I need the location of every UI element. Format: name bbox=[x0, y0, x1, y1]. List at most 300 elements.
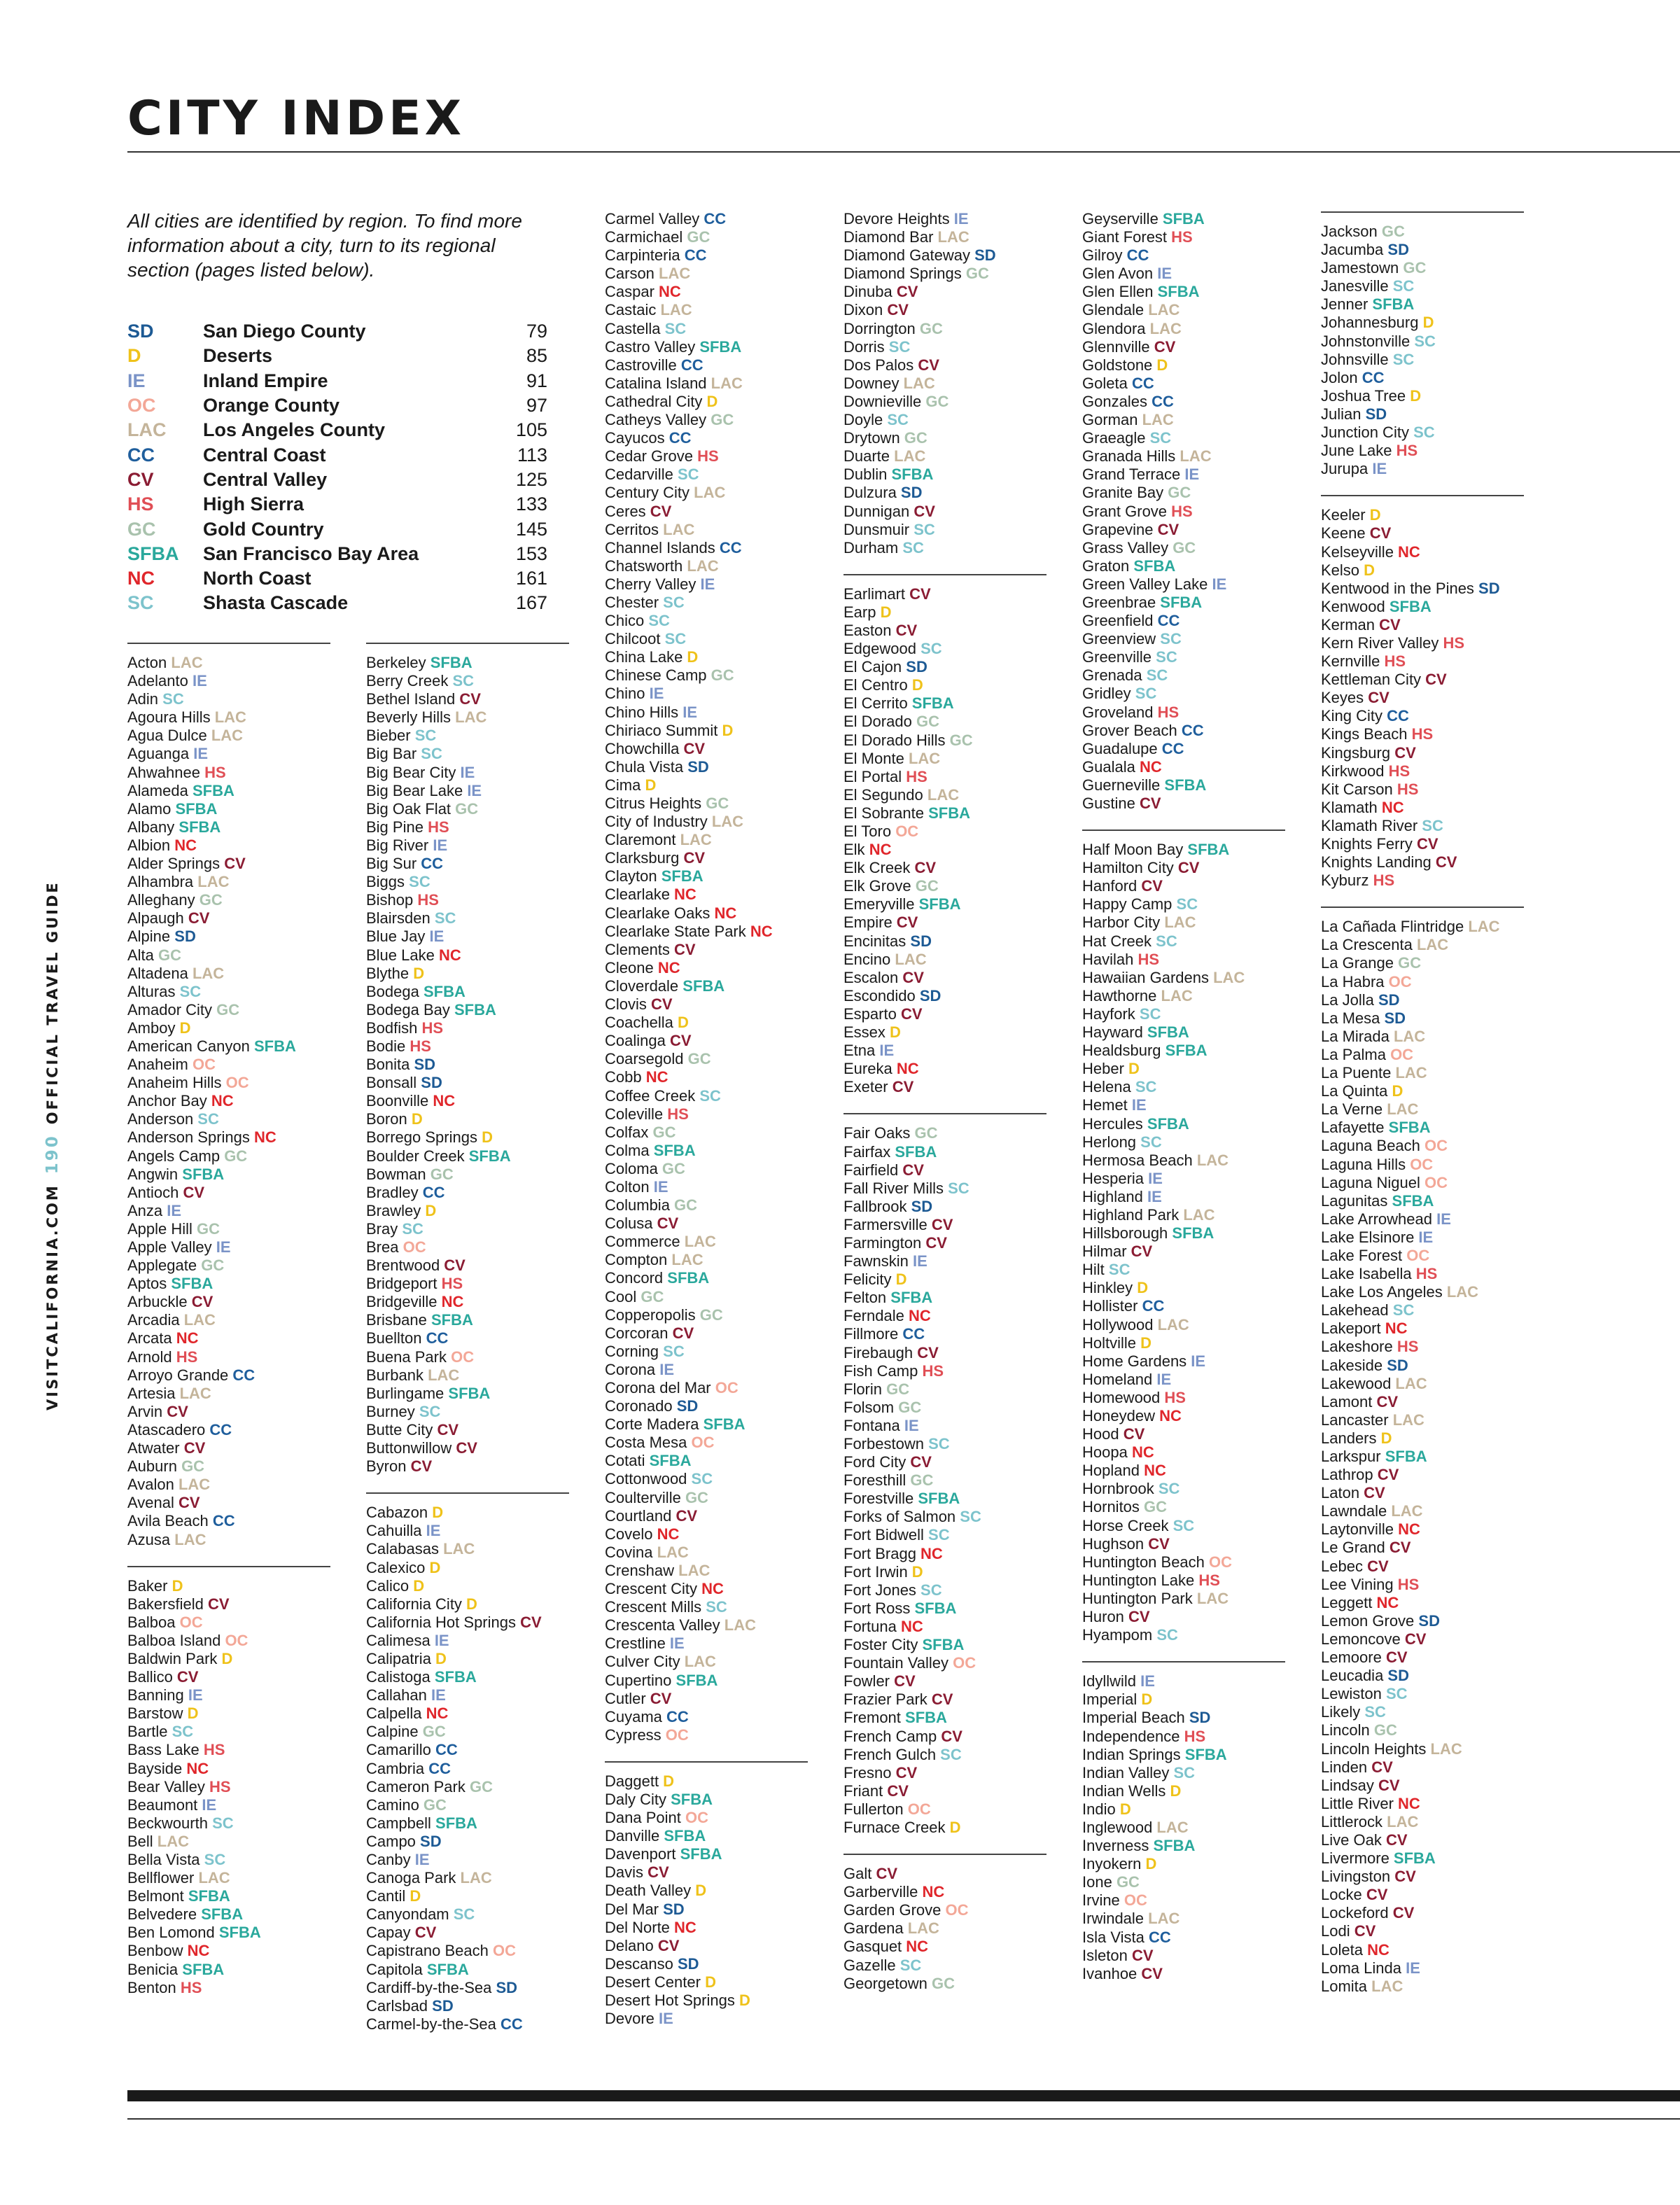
city-entry bbox=[127, 800, 337, 818]
region-code: SD bbox=[919, 986, 941, 1004]
city-name: Anaheim Hills bbox=[127, 1074, 226, 1092]
city-name: Diamond Bar bbox=[844, 228, 938, 246]
region-code: GC bbox=[1168, 484, 1191, 502]
region-code: NC bbox=[906, 1938, 929, 1956]
city-entry bbox=[844, 1161, 1054, 1180]
region-code: NC bbox=[657, 958, 680, 976]
city-name: Clovis bbox=[605, 995, 652, 1014]
city-entry bbox=[1321, 598, 1531, 616]
city-name: Amador City bbox=[127, 1000, 217, 1018]
city-name: Hemet bbox=[1082, 1096, 1132, 1114]
city-name: Bethel Island bbox=[366, 690, 460, 708]
city-entry bbox=[605, 1050, 815, 1068]
city-entry bbox=[1082, 1764, 1292, 1782]
region-code: GC bbox=[710, 666, 734, 685]
city-entry bbox=[605, 1470, 815, 1488]
city-name: Escondido bbox=[844, 986, 920, 1004]
city-name: Highland bbox=[1082, 1187, 1147, 1205]
city-name: Elk Creek bbox=[844, 859, 915, 877]
region-code: CC bbox=[422, 1183, 445, 1201]
city-name: Chilcoot bbox=[605, 630, 665, 648]
city-entry bbox=[844, 374, 1054, 393]
city-entry bbox=[1082, 374, 1292, 393]
city-name: Colma bbox=[605, 1141, 654, 1159]
city-entry bbox=[1082, 265, 1292, 283]
city-name: La Jolla bbox=[1321, 990, 1378, 1009]
region-code: CC bbox=[1126, 246, 1149, 265]
city-entry bbox=[127, 1796, 337, 1814]
region-code: GC bbox=[1172, 538, 1196, 556]
city-name: Kernville bbox=[1321, 652, 1385, 671]
city-entry bbox=[1321, 1210, 1531, 1228]
city-entry bbox=[1321, 223, 1531, 241]
city-entry bbox=[127, 1019, 337, 1037]
region-code: SFBA bbox=[664, 1827, 706, 1845]
city-entry bbox=[844, 228, 1054, 246]
section-divider bbox=[366, 1492, 569, 1494]
region-code: SD bbox=[174, 927, 196, 946]
city-name: Avenal bbox=[127, 1494, 178, 1512]
city-entry bbox=[1082, 1672, 1292, 1690]
city-name: Blue Lake bbox=[366, 946, 439, 964]
city-name: Cobb bbox=[605, 1068, 646, 1086]
city-entry bbox=[605, 429, 815, 447]
region-code: SC bbox=[434, 909, 456, 927]
region-code: SFBA bbox=[699, 337, 742, 356]
city-entry bbox=[127, 1128, 337, 1147]
city-entry bbox=[127, 909, 337, 927]
region-code: HS bbox=[1411, 725, 1434, 743]
city-entry bbox=[1082, 776, 1292, 794]
city-name: La Verne bbox=[1321, 1100, 1387, 1119]
region-code: SD bbox=[420, 1832, 442, 1850]
city-entry bbox=[366, 1166, 576, 1184]
region-code: SFBA bbox=[1388, 1119, 1431, 1137]
city-entry bbox=[844, 1690, 1054, 1709]
city-entry bbox=[366, 1056, 576, 1074]
legend-row-d bbox=[127, 344, 547, 368]
city-entry bbox=[127, 946, 337, 965]
city-entry bbox=[605, 904, 815, 923]
city-entry bbox=[127, 727, 337, 745]
region-code: SFBA bbox=[914, 1599, 957, 1617]
city-name: Lathrop bbox=[1321, 1466, 1378, 1484]
city-entry bbox=[127, 1074, 337, 1092]
city-name: Johannesburg bbox=[1321, 314, 1423, 332]
region-code: HS bbox=[1415, 1265, 1438, 1283]
city-entry bbox=[1082, 1782, 1292, 1800]
city-entry bbox=[605, 630, 815, 648]
region-code: D bbox=[1422, 314, 1434, 332]
region-code: CV bbox=[176, 1668, 199, 1686]
city-entry bbox=[844, 1289, 1054, 1307]
city-entry bbox=[844, 1362, 1054, 1380]
city-name: Jurupa bbox=[1321, 460, 1373, 478]
city-name: Danville bbox=[605, 1827, 664, 1845]
city-name: Lee Vining bbox=[1321, 1575, 1398, 1593]
city-name: Big Oak Flat bbox=[366, 799, 456, 818]
city-entry bbox=[605, 612, 815, 630]
city-name: Fort Irwin bbox=[844, 1562, 912, 1581]
region-code: LAC bbox=[907, 1919, 939, 1938]
region-code: GC bbox=[422, 1723, 446, 1741]
legend-row-sd bbox=[127, 319, 547, 344]
region-code: D bbox=[1392, 1082, 1404, 1100]
city-entry bbox=[1321, 744, 1531, 762]
region-code: SD bbox=[677, 1954, 699, 1973]
city-name: Cuyama bbox=[605, 1707, 667, 1726]
region-code: SFBA bbox=[1385, 1448, 1427, 1465]
region-code: NC bbox=[1367, 1940, 1390, 1959]
city-name: Hillsborough bbox=[1082, 1224, 1172, 1242]
city-name: Lewiston bbox=[1321, 1685, 1386, 1703]
city-entry bbox=[127, 1256, 337, 1275]
city-entry bbox=[366, 965, 576, 983]
city-entry bbox=[1082, 338, 1292, 356]
region-code: D bbox=[1364, 561, 1376, 579]
city-name: Azusa bbox=[127, 1530, 175, 1548]
region-code: SC bbox=[1392, 1301, 1415, 1320]
region-code: LAC bbox=[214, 708, 246, 727]
city-entry bbox=[1321, 652, 1531, 671]
city-name: Citrus Heights bbox=[605, 794, 706, 812]
region-code: CV bbox=[1394, 1868, 1416, 1886]
city-name: Lincoln Heights bbox=[1321, 1740, 1431, 1758]
city-name: Kingsburg bbox=[1321, 743, 1395, 762]
city-entry bbox=[844, 1672, 1054, 1690]
city-entry bbox=[1321, 1320, 1531, 1338]
city-entry bbox=[127, 1494, 337, 1512]
section-divider bbox=[844, 1113, 1046, 1114]
region-code: SFBA bbox=[192, 781, 234, 799]
region-code: CV bbox=[648, 1863, 669, 1882]
city-name: Alpaugh bbox=[127, 909, 188, 927]
city-name: Jamestown bbox=[1321, 259, 1404, 277]
city-name: Culver City bbox=[605, 1653, 685, 1671]
city-name: Essex bbox=[844, 1023, 890, 1042]
city-name: Dorrington bbox=[844, 319, 920, 337]
city-entry bbox=[1082, 1572, 1292, 1590]
region-code: CV bbox=[910, 1453, 932, 1471]
city-entry bbox=[1082, 1855, 1292, 1873]
region-code: HS bbox=[421, 1018, 444, 1037]
city-entry bbox=[366, 1979, 576, 1997]
city-name: Clearlake State Park bbox=[605, 922, 750, 940]
city-entry bbox=[605, 283, 815, 301]
section-divider bbox=[844, 1854, 1046, 1855]
region-code: GC bbox=[158, 946, 182, 964]
legend-page-number: 153 bbox=[515, 542, 547, 564]
city-name: Groveland bbox=[1082, 703, 1158, 721]
section-divider bbox=[1321, 211, 1524, 213]
region-code: SFBA bbox=[1184, 1745, 1227, 1763]
city-entry bbox=[1082, 666, 1292, 685]
city-entry bbox=[605, 1726, 815, 1744]
city-entry bbox=[127, 965, 337, 983]
city-entry bbox=[1321, 762, 1531, 780]
city-entry bbox=[844, 913, 1054, 932]
city-entry bbox=[127, 1348, 337, 1366]
region-code: CC bbox=[1387, 707, 1409, 725]
city-entry bbox=[366, 1184, 576, 1202]
region-code: OC bbox=[691, 1434, 715, 1452]
region-code: HS bbox=[209, 1777, 231, 1795]
region-code: GC bbox=[919, 319, 943, 337]
city-name: Calpella bbox=[366, 1704, 426, 1723]
city-entry bbox=[605, 1306, 815, 1324]
region-code: LAC bbox=[157, 1832, 190, 1850]
city-entry bbox=[1082, 1115, 1292, 1133]
region-code: LAC bbox=[895, 950, 927, 968]
city-entry bbox=[366, 1614, 576, 1632]
region-code: LAC bbox=[724, 1616, 756, 1634]
city-name: Edgewood bbox=[844, 640, 921, 658]
city-name: Lakehead bbox=[1321, 1301, 1393, 1320]
region-code: NC bbox=[674, 886, 696, 904]
region-code: CV bbox=[1369, 524, 1392, 542]
city-name: Bray bbox=[366, 1219, 402, 1238]
city-name: Buttonwillow bbox=[366, 1439, 456, 1457]
city-entry bbox=[1082, 1553, 1292, 1572]
city-name: Chiriaco Summit bbox=[605, 721, 722, 739]
city-name: Del Mar bbox=[605, 1900, 664, 1918]
region-code: CV bbox=[931, 1690, 953, 1709]
city-entry bbox=[605, 1105, 815, 1124]
city-entry bbox=[366, 1348, 576, 1366]
city-name: Blue Jay bbox=[366, 927, 430, 946]
city-name: Coffee Creek bbox=[605, 1086, 700, 1105]
city-name: Cima bbox=[605, 776, 645, 794]
city-name: Lincoln bbox=[1321, 1721, 1374, 1740]
letter-section bbox=[1082, 841, 1292, 1644]
city-entry bbox=[1321, 1301, 1531, 1320]
city-name: Imperial bbox=[1082, 1690, 1142, 1709]
region-code: SFBA bbox=[171, 1275, 214, 1293]
city-name: Forks of Salmon bbox=[844, 1508, 960, 1526]
city-name: Auburn bbox=[127, 1457, 182, 1476]
city-entry bbox=[1082, 877, 1292, 895]
city-entry bbox=[1082, 1078, 1292, 1096]
city-name: Clearlake Oaks bbox=[605, 904, 715, 922]
region-code: SC bbox=[1392, 277, 1415, 295]
city-entry bbox=[1082, 1498, 1292, 1516]
region-code: SD bbox=[1365, 405, 1387, 423]
city-name: Huntington Lake bbox=[1082, 1571, 1199, 1589]
city-entry bbox=[844, 1270, 1054, 1289]
city-entry bbox=[127, 1905, 337, 1924]
region-code: IE bbox=[1406, 1959, 1420, 1977]
city-entry bbox=[1082, 447, 1292, 465]
region-code: OC bbox=[1424, 1173, 1448, 1191]
region-code: CV bbox=[669, 1032, 692, 1050]
city-entry bbox=[127, 1686, 337, 1704]
region-code: SFBA bbox=[1165, 1042, 1208, 1060]
city-name: Castaic bbox=[605, 301, 661, 319]
city-name: Carson bbox=[605, 265, 659, 283]
region-code: GC bbox=[181, 1457, 205, 1476]
city-entry bbox=[1321, 1137, 1531, 1155]
city-name: Calipatria bbox=[366, 1649, 436, 1667]
region-code: D bbox=[425, 1201, 437, 1219]
city-entry bbox=[1082, 1297, 1292, 1315]
region-code: GC bbox=[201, 1256, 225, 1275]
region-code: CV bbox=[887, 301, 909, 319]
city-entry bbox=[1321, 369, 1531, 387]
region-code: CV bbox=[167, 1402, 188, 1420]
region-code: SC bbox=[913, 520, 935, 538]
city-entry bbox=[605, 1124, 815, 1142]
region-code: SFBA bbox=[895, 1142, 937, 1161]
city-name: French Camp bbox=[844, 1727, 941, 1745]
city-name: Lagunitas bbox=[1321, 1191, 1392, 1210]
region-code: GC bbox=[685, 1488, 708, 1506]
city-entry bbox=[1321, 1721, 1531, 1740]
city-entry bbox=[1082, 539, 1292, 557]
region-code: CV bbox=[456, 1439, 477, 1457]
city-entry bbox=[1082, 301, 1292, 319]
city-name: Ben Lomond bbox=[127, 1924, 219, 1942]
city-entry bbox=[1082, 1425, 1292, 1443]
city-name: Laytonville bbox=[1321, 1520, 1399, 1539]
section-divider bbox=[127, 1566, 330, 1567]
city-entry bbox=[1082, 484, 1292, 502]
city-entry bbox=[1082, 1407, 1292, 1425]
city-entry bbox=[1082, 210, 1292, 228]
legend-region-name: Shasta Cascade bbox=[203, 592, 349, 614]
city-entry bbox=[366, 1037, 576, 1056]
sidebar-site[interactable]: VISITCALIFORNIA.COM bbox=[44, 1184, 61, 1410]
city-entry bbox=[844, 1399, 1054, 1417]
region-code: SFBA bbox=[922, 1636, 965, 1654]
city-name: City of Industry bbox=[605, 813, 712, 831]
city-name: Etna bbox=[844, 1042, 880, 1060]
city-entry bbox=[605, 722, 815, 740]
city-name: Concord bbox=[605, 1269, 668, 1287]
city-name: Loleta bbox=[1321, 1940, 1368, 1959]
city-entry bbox=[366, 1595, 576, 1614]
city-name: Cahuilla bbox=[366, 1522, 426, 1540]
city-name: Buena Park bbox=[366, 1348, 451, 1366]
city-entry bbox=[844, 1252, 1054, 1270]
region-legend bbox=[127, 319, 547, 616]
region-code: CV bbox=[941, 1727, 962, 1745]
city-entry bbox=[1321, 817, 1531, 835]
city-entry bbox=[1082, 1096, 1292, 1114]
city-name: Agoura Hills bbox=[127, 708, 215, 727]
city-name: Big Pine bbox=[366, 818, 428, 836]
city-entry bbox=[1082, 895, 1292, 913]
city-entry bbox=[844, 1005, 1054, 1023]
city-name: Gorman bbox=[1082, 411, 1142, 429]
city-entry bbox=[127, 1760, 337, 1778]
city-entry bbox=[1082, 411, 1292, 429]
city-name: Alpine bbox=[127, 927, 175, 946]
city-entry bbox=[1082, 1261, 1292, 1279]
region-code: CV bbox=[887, 1782, 909, 1800]
city-entry bbox=[1321, 1740, 1531, 1758]
city-entry bbox=[366, 1668, 576, 1686]
city-entry bbox=[366, 1074, 576, 1092]
city-entry bbox=[366, 1833, 576, 1851]
city-name: Inverness bbox=[1082, 1837, 1154, 1855]
city-entry bbox=[605, 1415, 815, 1434]
city-entry bbox=[605, 1598, 815, 1616]
region-code: LAC bbox=[1164, 913, 1196, 932]
city-entry bbox=[1321, 1338, 1531, 1356]
city-name: Cupertino bbox=[605, 1671, 676, 1689]
footer-rule bbox=[127, 2118, 1680, 2120]
city-name: Ahwahnee bbox=[127, 763, 205, 781]
city-entry bbox=[605, 977, 815, 995]
city-name: Lakewood bbox=[1321, 1374, 1396, 1392]
region-code: CV bbox=[657, 1936, 680, 1954]
city-entry bbox=[1321, 954, 1531, 972]
region-code: SC bbox=[948, 1179, 969, 1197]
city-entry bbox=[127, 1961, 337, 1979]
legend-row-nc bbox=[127, 566, 547, 591]
region-code: CV bbox=[895, 621, 918, 639]
city-name: Garden Grove bbox=[844, 1901, 946, 1919]
city-name: Klamath bbox=[1321, 798, 1382, 816]
city-name: Alhambra bbox=[127, 873, 198, 891]
region-code: SD bbox=[1418, 1611, 1440, 1630]
city-entry bbox=[605, 465, 815, 484]
city-entry bbox=[605, 831, 815, 849]
section-divider bbox=[127, 643, 330, 644]
region-code: CC bbox=[1148, 1928, 1171, 1946]
city-name: Lindsay bbox=[1321, 1776, 1378, 1794]
city-entry bbox=[1321, 1813, 1531, 1831]
city-entry bbox=[127, 654, 337, 672]
city-entry bbox=[605, 503, 815, 521]
region-code: NC bbox=[187, 1942, 210, 1960]
region-code: SC bbox=[664, 319, 687, 337]
city-name: Catheys Valley bbox=[605, 411, 711, 429]
city-name: Baldwin Park bbox=[127, 1649, 222, 1667]
city-name: Dixon bbox=[844, 301, 888, 319]
city-name: Campo bbox=[366, 1832, 421, 1850]
city-entry bbox=[605, 1452, 815, 1470]
region-code: LAC bbox=[927, 785, 960, 804]
city-name: La Grange bbox=[1321, 954, 1399, 972]
region-code: SFBA bbox=[649, 1452, 692, 1470]
city-entry bbox=[844, 786, 1054, 804]
city-entry bbox=[366, 1887, 576, 1905]
region-code: LAC bbox=[710, 374, 743, 392]
city-name: Carmichael bbox=[605, 228, 687, 246]
region-code: GC bbox=[949, 731, 973, 749]
city-entry bbox=[1321, 1502, 1531, 1520]
region-code: CV bbox=[895, 1763, 918, 1782]
city-entry bbox=[1321, 524, 1531, 542]
city-entry bbox=[1321, 1046, 1531, 1064]
region-code: SFBA bbox=[182, 1165, 225, 1183]
city-name: Cayucos bbox=[605, 429, 669, 447]
legend-code: SC bbox=[127, 592, 154, 614]
city-entry bbox=[605, 1525, 815, 1544]
city-entry bbox=[844, 1042, 1054, 1060]
region-code: NC bbox=[750, 922, 773, 940]
region-code: GC bbox=[710, 411, 734, 429]
city-name: Campbell bbox=[366, 1814, 436, 1832]
city-entry bbox=[366, 672, 576, 690]
city-entry bbox=[605, 1142, 815, 1160]
city-entry bbox=[605, 1014, 815, 1032]
region-code: SFBA bbox=[435, 1814, 477, 1832]
city-entry bbox=[366, 1559, 576, 1577]
region-code: OC bbox=[493, 1942, 516, 1960]
region-code: SC bbox=[902, 538, 924, 556]
